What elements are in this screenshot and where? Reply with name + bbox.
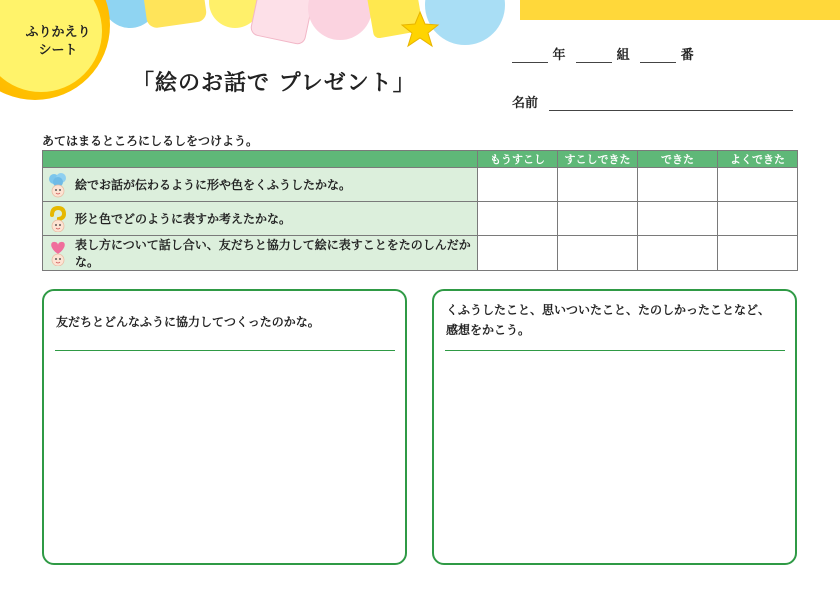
blue-face-icon — [47, 172, 69, 198]
check-cell[interactable] — [558, 202, 638, 236]
check-cell[interactable] — [558, 168, 638, 202]
check-cell[interactable] — [718, 202, 798, 236]
left-box-divider — [55, 350, 395, 351]
table-row — [43, 168, 798, 202]
column-header: よくできた — [718, 151, 798, 168]
name-row — [512, 92, 793, 111]
self-check-table — [42, 150, 798, 271]
table-row — [43, 236, 798, 271]
check-cell[interactable] — [478, 202, 558, 236]
question-text: 形と色でどのように表すか考えたかな。 — [75, 212, 292, 226]
yellow-question-face-icon — [47, 206, 69, 232]
pink-heart-face-icon — [47, 240, 69, 266]
year-class-number — [512, 44, 694, 63]
decorative-shapes — [90, 0, 540, 60]
instruction-text: あてはまるところにしるしをつけよう。 — [42, 134, 259, 148]
column-header: できた — [638, 151, 718, 168]
class-label: 組 — [616, 48, 630, 63]
table-row — [43, 202, 798, 236]
check-cell[interactable] — [718, 168, 798, 202]
badge-label — [16, 24, 100, 60]
question-cell — [43, 236, 478, 271]
check-cell[interactable] — [638, 202, 718, 236]
question-cell — [43, 202, 478, 236]
number-blank[interactable] — [640, 48, 676, 63]
top-color-bar — [520, 0, 840, 20]
check-cell[interactable] — [718, 236, 798, 271]
question-cell — [43, 168, 478, 202]
right-box-prompt-line-2: 感想をかこう。 — [446, 323, 531, 337]
badge-line-1: ふりかえり — [25, 25, 91, 40]
page-title: 「絵のお話で プレゼント」 — [132, 71, 416, 96]
year-blank[interactable] — [512, 48, 548, 63]
right-box-prompt — [446, 300, 770, 340]
badge-line-2: シート — [38, 43, 78, 58]
table-header-row — [43, 151, 798, 168]
check-cell[interactable] — [478, 168, 558, 202]
table-header-blank — [43, 151, 478, 168]
right-box-divider — [445, 350, 785, 351]
check-cell[interactable] — [558, 236, 638, 271]
question-text: 絵でお話が伝わるように形や色をくふうしたかな。 — [75, 178, 352, 192]
class-blank[interactable] — [576, 48, 612, 63]
check-cell[interactable] — [478, 236, 558, 271]
column-header: もうすこし — [478, 151, 558, 168]
name-label: 名前 — [512, 96, 539, 111]
check-cell[interactable] — [638, 168, 718, 202]
question-text: 表し方について話し合い、友だちと協力して絵に表すことをたのしんだかな。 — [75, 238, 471, 269]
right-box-prompt-line-1: くふうしたこと、思いついたこと、たのしかったことなど、 — [446, 303, 771, 317]
left-box-prompt: 友だちとどんなふうに協力してつくったのかな。 — [56, 315, 320, 329]
column-header: すこしできた — [558, 151, 638, 168]
name-blank[interactable] — [549, 96, 793, 111]
check-cell[interactable] — [638, 236, 718, 271]
year-label: 年 — [552, 48, 566, 63]
number-label: 番 — [680, 48, 694, 63]
